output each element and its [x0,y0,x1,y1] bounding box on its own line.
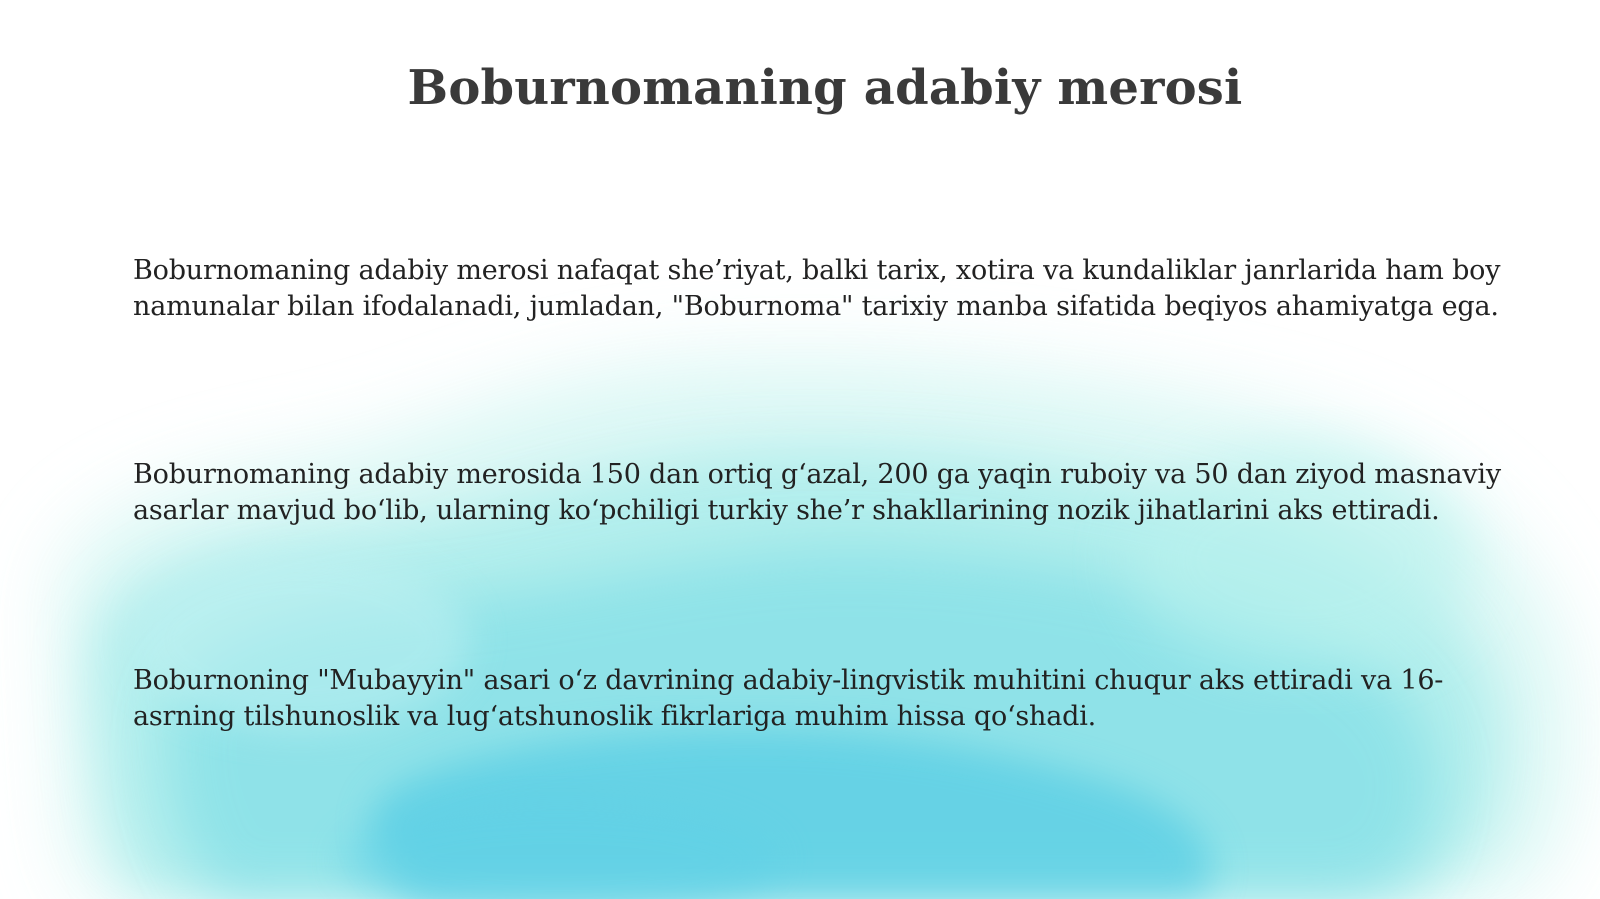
paragraph-poetry-count: Boburnomaning adabiy merosida 150 dan ortiq g‘azal, 200 ga yaqin ruboiy va 50 dan ziyod masnaviy asarlar mavjud bo‘lib, ularning ko‘pchiligi turkiy she’r shakllarining nozik jihatlarini aks ettiradi. [133,459,1501,526]
paragraph-literary-heritage: Boburnomaning adabiy merosi nafaqat she’riyat, balki tarix, xotira va kundaliklar janrlarida ham boy namunalar bilan ifodalanadi, jumladan, "Boburnoma" tarixiy manba sifatida beqiyos ahamiyatga ega. [133,255,1501,322]
paragraph-mubayyin: Boburnoning "Mubayyin" asari o‘z davrining adabiy-lingvistik muhitini chuqur aks ettiradi va 16-asrning tilshunoslik va lug‘atshunoslik fikrlariga muhim hissa qo‘shadi. [133,665,1444,732]
slide-title: Boburnomaning adabiy merosi [407,60,1243,116]
